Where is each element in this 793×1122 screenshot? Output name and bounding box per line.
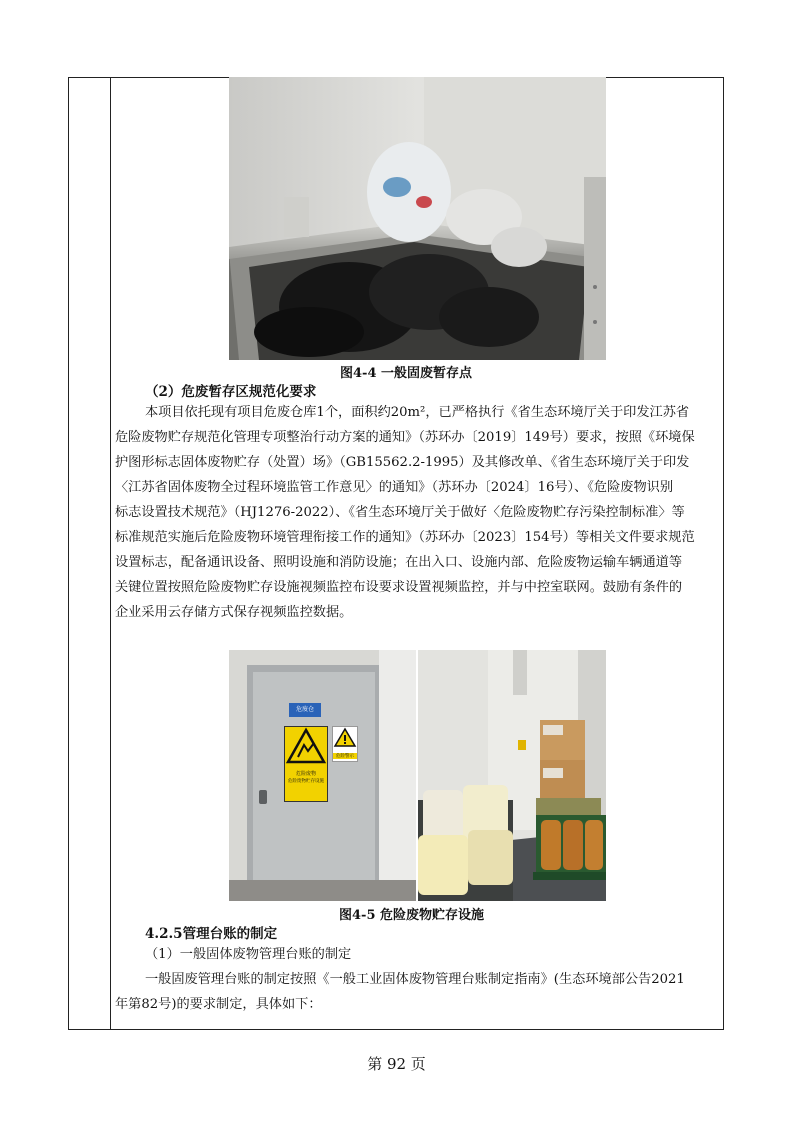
hazard-line-8: 关键位置按照危险废物贮存设施视频监控布设要求设置视频监控，并与中控室联网。鼓励有条件的	[115, 580, 683, 595]
ledger-section-heading: 4.2.5管理台账的制定	[145, 926, 278, 942]
ledger-line-2: 年第82号)的要求制定，具体如下：	[115, 997, 322, 1012]
photo-general-waste-storage	[229, 77, 606, 360]
hazard-sign-title: 危险废物	[295, 771, 316, 777]
hazard-line-1: 本项目依托现有项目危废仓库1个，面积约20m²，已严格执行《省生态环境厅关于印发江苏省	[145, 405, 690, 420]
hazard-line-3: 护图形标志固体废物贮存（处置）场》（GB15562.2-1995）及其修改单、《省生态环境厅关于印发	[115, 455, 690, 470]
hazard-line-2: 危险废物贮存规范化管理专项整治行动方案的通知》（苏环办〔2019〕149号）要求，按照《环境保	[115, 430, 695, 445]
hazard-line-6: 标准规范实施后危险废物环境管理衔接工作的通知》（苏环办〔2023〕154号）等相关文件要求规范	[115, 530, 695, 545]
photo-hazard-warehouse-door	[229, 650, 416, 901]
hazard-triangle-icon	[285, 727, 327, 767]
warning-sign	[332, 726, 358, 762]
ledger-subheading: （1）一般固体废物管理台账的制定	[145, 947, 352, 962]
hazard-sign-subtitle: 危险废物贮存设施	[288, 779, 324, 784]
ledger-line-1: 一般固废管理台账的制定按照《一般工业固体废物管理台账制定指南》(生态环境部公告2021	[145, 972, 685, 987]
door-plate-text: 危废仓	[295, 706, 314, 713]
hazard-line-7: 设置标志，配备通讯设备、照明设施和消防设施；在出入口、设施内部、危险废物运输车辆通道等	[115, 555, 683, 570]
photo-interior-drawing	[418, 650, 606, 901]
table-column-divider	[110, 77, 111, 1030]
figure-4-5-caption: 图4-5 危险废物贮存设施	[339, 908, 485, 923]
warning-triangle-icon	[333, 727, 357, 749]
photo-hazard-storage-interior	[418, 650, 606, 901]
figure-4-4-caption: 图4-4 一般固废暂存点	[340, 366, 473, 381]
hazard-facility-sign	[284, 726, 328, 802]
warning-sign-label: 危险警示	[333, 753, 357, 759]
hazard-line-5: 标志设置技术规范》（HJ1276-2022）、《省生态环境厅关于做好〈危险废物贮存污染控制标准〉等	[115, 505, 685, 520]
page-number: 第 92 页	[367, 1055, 426, 1073]
hazard-line-4: 〈江苏省固体废物全过程环境监管工作意见〉的通知》（苏环办〔2024〕16号）、《危险废物识别	[115, 480, 674, 495]
photo-general-waste-drawing	[229, 77, 606, 360]
hazard-section-heading: （2）危废暂存区规范化要求	[145, 384, 317, 400]
door-plate	[289, 703, 321, 717]
hazard-line-9: 企业采用云存储方式保存视频监控数据。	[115, 605, 353, 620]
